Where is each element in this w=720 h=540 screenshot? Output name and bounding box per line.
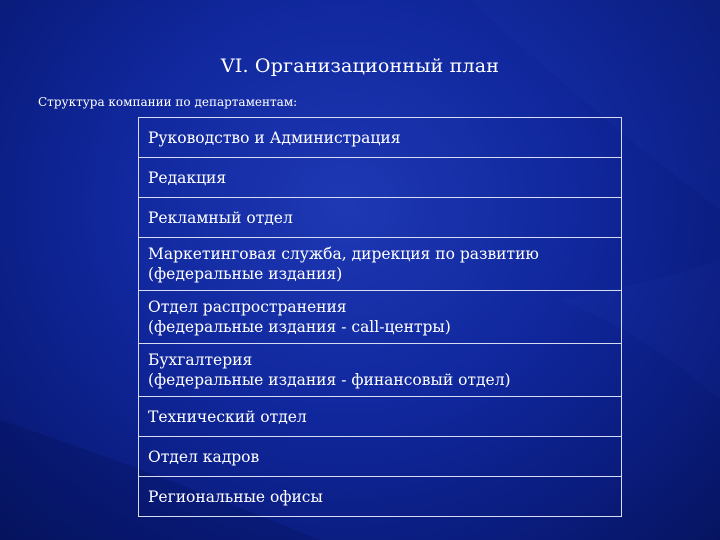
department-note: (федеральные издания - call-центры) [148, 318, 451, 336]
department-cell [139, 238, 622, 291]
table-row [139, 291, 622, 344]
department-name: Руководство и Администрация [148, 128, 401, 147]
department-cell [139, 477, 622, 517]
department-table [138, 117, 622, 517]
department-name: Бухгалтерия [148, 351, 253, 369]
department-name: Маркетинговая служба, дирекция по развитию [148, 245, 539, 263]
department-note: (федеральные издания - финансовый отдел) [148, 371, 511, 389]
table-row [139, 397, 622, 437]
department-cell [139, 344, 622, 397]
table-row [139, 118, 622, 158]
department-cell [139, 158, 622, 198]
department-name: Рекламный отдел [148, 208, 293, 227]
department-name: Отдел кадров [148, 447, 260, 466]
table-row [139, 437, 622, 477]
table-row [139, 238, 622, 291]
department-note: (федеральные издания) [148, 265, 343, 283]
department-name: Технический отдел [148, 407, 307, 426]
department-cell [139, 397, 622, 437]
department-name: Региональные офисы [148, 487, 323, 506]
table-row [139, 198, 622, 238]
department-name: Редакция [148, 168, 227, 187]
slide-subtitle: Структура компании по департаментам: [38, 95, 298, 109]
department-cell [139, 198, 622, 238]
department-cell [139, 291, 622, 344]
department-name: Отдел распространения [148, 298, 347, 316]
department-cell [139, 118, 622, 158]
table-row [139, 344, 622, 397]
slide-title: VI. Организационный план [220, 55, 500, 77]
table-row [139, 158, 622, 198]
table-row [139, 477, 622, 517]
department-cell [139, 437, 622, 477]
